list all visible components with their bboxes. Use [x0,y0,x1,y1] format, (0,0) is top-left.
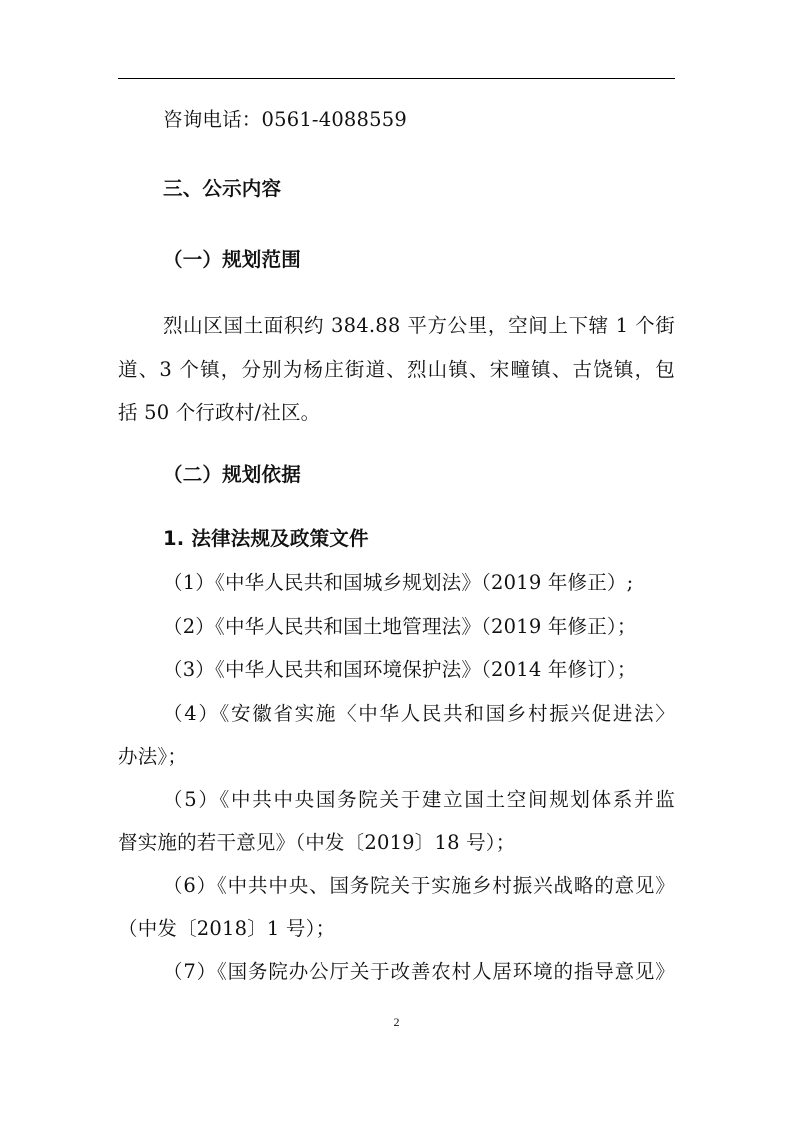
basis-list-item: （2）《中华人民共和国土地管理法》（2019 年修正）； [163,615,637,638]
basis-list-item-cont: 督实施的若干意见》（中发〔2019〕18 号）； [118,831,516,854]
basis-list-item: （5）《中共中央国务院关于建立国土空间规划体系并监 [163,788,675,811]
subheading-scope: （一）规划范围 [163,248,301,271]
scope-paragraph-line-3: 括 50 个行政村/社区。 [118,401,321,424]
section-heading-3: 三、公示内容 [163,177,282,200]
page-number: 2 [393,1015,400,1029]
basis-list-item: （7）《国务院办公厅关于改善农村人居环境的指导意见》 [163,960,675,983]
contact-phone: 咨询电话：0561-4088559 [163,108,407,131]
subheading-basis: （二）规划依据 [163,463,301,486]
basis-list-item: （4）《安徽省实施〈中华人民共和国乡村振兴促进法〉 [163,702,675,725]
basis-list-item: （1）《中华人民共和国城乡规划法》（2019 年修正）; [163,571,634,594]
basis-list-item-cont: （中发〔2018〕1 号）； [118,917,336,940]
basis-item-1-heading: 1. 法律法规及政策文件 [163,527,369,550]
basis-list-item-cont: 办法》； [118,745,188,768]
basis-list-item: （3）《中华人民共和国环境保护法》（2014 年修订）； [163,658,637,681]
scope-paragraph-line-2: 道、3 个镇，分别为杨庄街道、烈山镇、宋疃镇、古饶镇，包 [118,358,675,381]
basis-list-item: （6）《中共中央、国务院关于实施乡村振兴战略的意见》 [163,874,675,897]
header-rule [118,78,675,79]
scope-paragraph-line-1: 烈山区国土面积约 384.88 平方公里，空间上下辖 1 个街 [163,314,675,337]
